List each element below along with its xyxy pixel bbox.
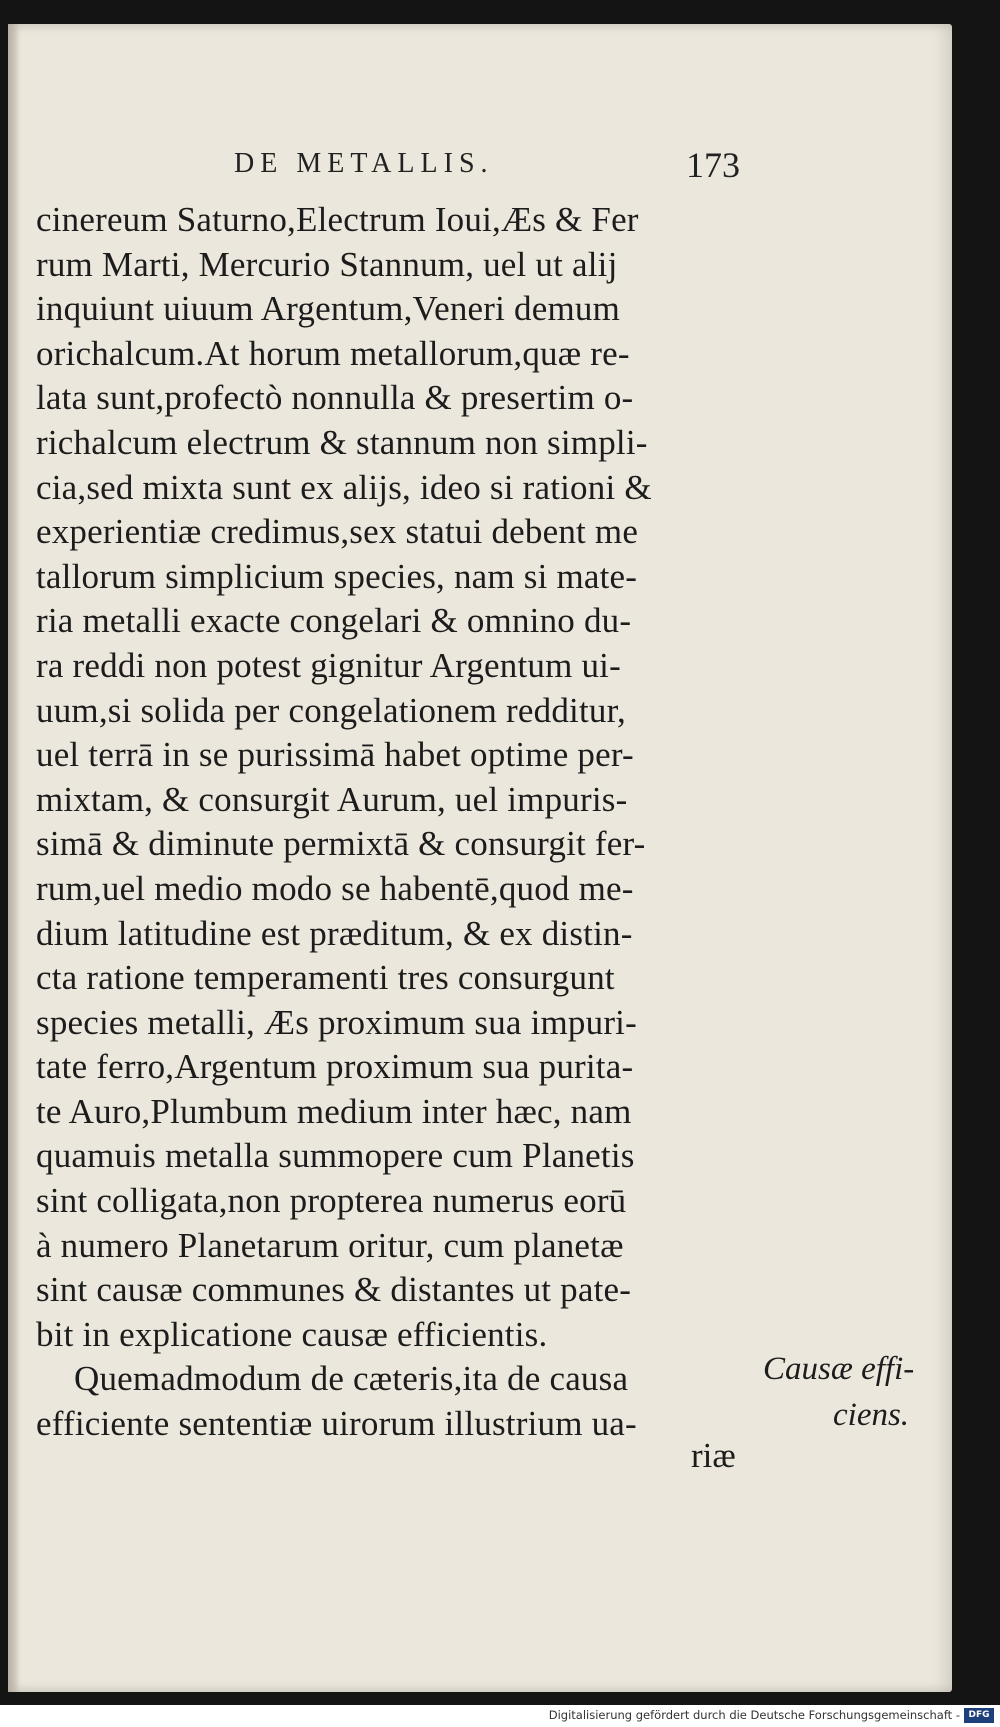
dfg-logo: DFG bbox=[964, 1708, 994, 1723]
text-line: tallorum simplicium species, nam si mate- bbox=[36, 556, 638, 596]
running-head bbox=[8, 145, 952, 198]
text-line: rum,uel medio modo se habentē,quod me- bbox=[36, 868, 634, 908]
text-line: species metalli, Æs proximum sua impuri- bbox=[36, 1002, 637, 1042]
running-head-title: DE METALLIS. bbox=[234, 148, 494, 179]
text-line: experientiæ credimus,sex statui debent me bbox=[36, 512, 639, 552]
text-line: sint causæ communes & distantes ut pate- bbox=[36, 1270, 632, 1310]
text-line: dium latitudine est præditum, & ex distin- bbox=[36, 913, 633, 953]
footer-credit: Digitalisierung gefördert durch die Deutsche Forschungsgemeinschaft - bbox=[548, 1708, 960, 1722]
text-line: richalcum electrum & stannum non simpli- bbox=[36, 422, 648, 462]
text-line: à numero Planetarum oritur, cum planetæ bbox=[36, 1225, 624, 1265]
text-line: uum,si solida per congelationem redditur, bbox=[36, 690, 626, 730]
marginal-note-line: Causæ effi- bbox=[763, 1351, 915, 1387]
body-text bbox=[36, 198, 756, 1447]
text-line: mixtam, & consurgit Aurum, uel impuris- bbox=[36, 779, 628, 819]
text-line: lata sunt,profectò nonnulla & presertim o- bbox=[36, 378, 634, 418]
text-line: cia,sed mixta sunt ex alijs, ideo si rationi & bbox=[36, 467, 652, 507]
text-line: uel terrā in se purissimā habet optime per- bbox=[36, 735, 634, 775]
marginal-note bbox=[763, 1346, 933, 1438]
footer-bar bbox=[0, 1705, 1000, 1727]
text-line: tate ferro,Argentum proximum sua purita- bbox=[36, 1047, 634, 1087]
text-line: ra reddi non potest gignitur Argentum ui- bbox=[36, 645, 621, 685]
marginal-note-line: ciens. bbox=[833, 1397, 910, 1433]
text-line: inquiunt uiuum Argentum,Veneri demum bbox=[36, 289, 620, 329]
text-line: efficiente sententiæ uirorum illustrium ua- bbox=[36, 1404, 637, 1444]
text-line: rum Marti, Mercurio Stannum, uel ut alij bbox=[36, 244, 618, 284]
page-gutter-shadow bbox=[8, 24, 20, 1692]
text-line: cta ratione temperamenti tres consurgunt bbox=[36, 958, 615, 998]
catchword: riæ bbox=[691, 1436, 736, 1475]
text-line: simā & diminute permixtā & consurgit fer- bbox=[36, 824, 646, 864]
page-number: 173 bbox=[686, 145, 740, 185]
text-line: cinereum Saturno,Electrum Ioui,Æs & Fer bbox=[36, 200, 639, 239]
text-line: te Auro,Plumbum medium inter hæc, nam bbox=[36, 1091, 632, 1131]
text-line: quamuis metalla summopere cum Planetis bbox=[36, 1136, 635, 1176]
book-page bbox=[8, 24, 952, 1692]
text-line: bit in explicatione causæ efficientis. bbox=[36, 1314, 548, 1354]
text-line: orichalcum.At horum metallorum,quæ re- bbox=[36, 333, 630, 373]
paragraph-start-line: Quemadmodum de cæteris,ita de causa bbox=[74, 1359, 629, 1399]
text-line: ria metalli exacte congelari & omnino du- bbox=[36, 601, 632, 641]
text-line: sint colligata,non propterea numerus eorū bbox=[36, 1181, 627, 1221]
